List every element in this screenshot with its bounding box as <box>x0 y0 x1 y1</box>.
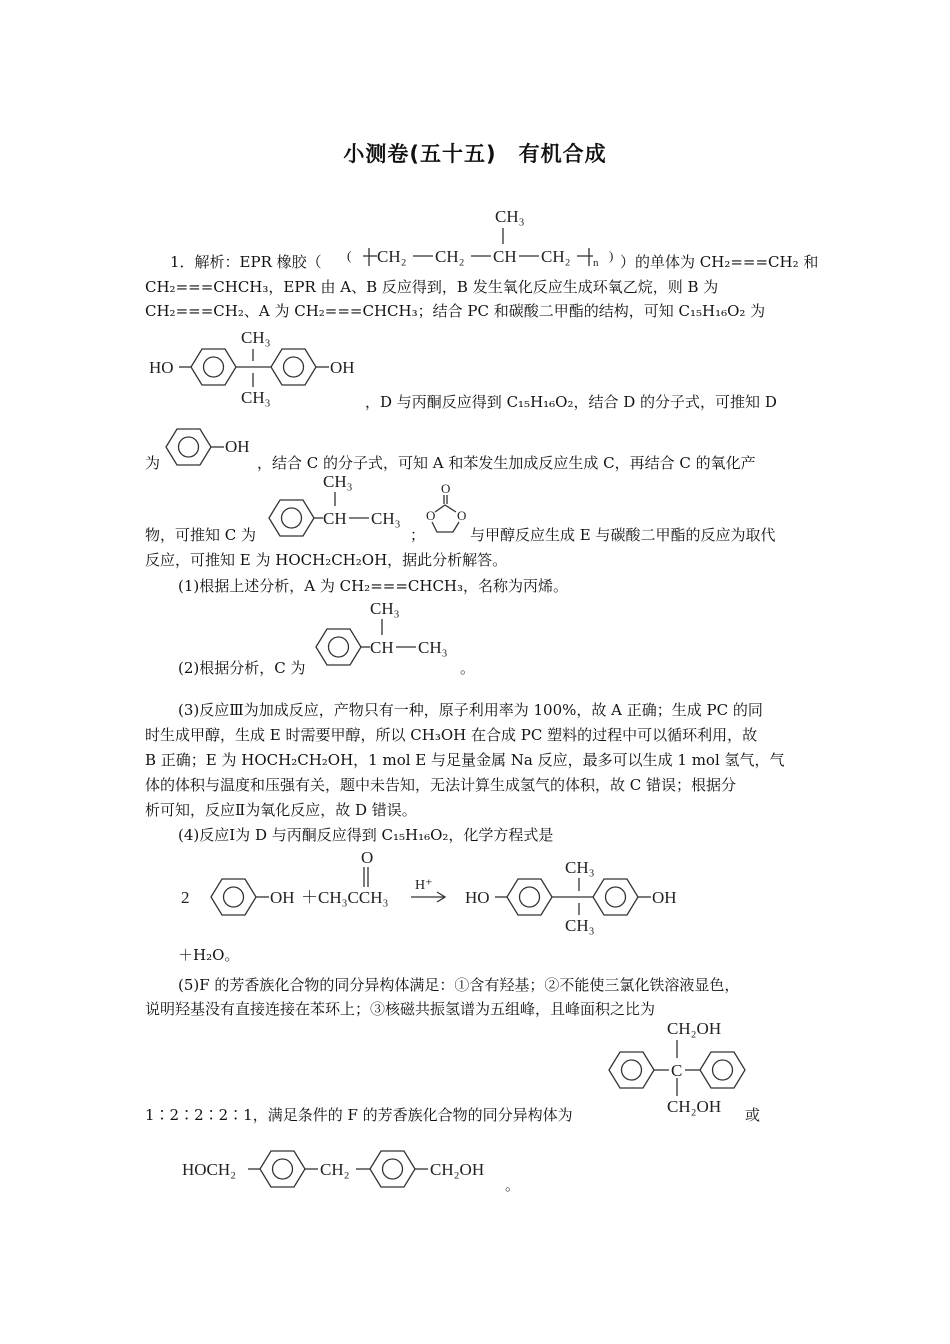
reaction-equation <box>175 845 695 940</box>
iso1-ring-right-circle <box>713 1060 733 1080</box>
iso1-ch2oh-top: CH₂OH <box>667 1019 722 1038</box>
bpa-ho: HO <box>149 358 174 377</box>
answer-3-line3: B 正确；E 为 HOCH₂CH₂OH，1 mol E 与足量金属 Na 反应，最多可以生成 1 mol 氢气，气 <box>145 751 785 769</box>
eq-product-ch3-top: CH₃ <box>565 858 595 877</box>
iso2-ring-left <box>260 1151 305 1187</box>
answer-5-line2: 说明羟基没有直接连接在苯环上；③核磁共振氢谱为五组峰，且峰面积之比为 <box>145 1000 656 1018</box>
ec-ring-o-right: O <box>457 508 467 523</box>
epr-ch2-3: CH₂ <box>541 247 571 266</box>
iso2-ring-right-circle <box>383 1159 403 1179</box>
cumene2-ch3-top: CH₃ <box>370 599 400 618</box>
answer-5-line3: 1∶2∶2∶2∶1，满足条件的 F 的芳香族化合物的同分异构体为 <box>145 1106 573 1124</box>
ec-ring-bottom <box>432 522 459 532</box>
cumene2-ring-circle <box>329 637 349 657</box>
eq-product-oh: OH <box>652 888 677 907</box>
page-title: 小测卷(五十五) 有机合成 <box>343 142 607 166</box>
answer-3-line5: 析可知，反应Ⅱ为氧化反应，故 D 错误。 <box>145 801 417 819</box>
bpa-ch3-top: CH₃ <box>241 328 271 347</box>
eq-phenol-ring-circle <box>224 887 244 907</box>
answer-1: (1)根据上述分析，A 为 CH₂===CHCH₃，名称为丙烯。 <box>178 577 569 595</box>
cumene1-ch: CH <box>323 509 347 528</box>
answer-5-or: 或 <box>745 1106 761 1124</box>
cumene2-ch: CH <box>370 638 394 657</box>
iso1-ring-left <box>609 1052 654 1088</box>
eq-product-ring-right-circle <box>606 887 626 907</box>
phenol-ring-circle <box>179 437 199 457</box>
eq-phenol-oh: OH <box>270 888 295 907</box>
bpa-ring-right-circle <box>284 357 304 377</box>
answer-4-end: ＋H₂O。 <box>178 946 240 964</box>
epr-close-paren: ) <box>609 248 614 263</box>
eq-acetone: ＋CH₃CCH₃ <box>301 888 389 907</box>
epr-ch2-2: CH₂ <box>435 247 465 266</box>
answer-2: (2)根据分析，C 为 <box>178 659 306 677</box>
iso2-ring-left-circle <box>273 1159 293 1179</box>
iso2-ch2oh: CH₂OH <box>430 1160 485 1179</box>
answer-3-line2: 时生成甲醇，生成 E 时需要甲醇，所以 CH₃OH 在合成 PC 塑料的过程中可以循环利用，故 <box>145 726 758 744</box>
answer-4: (4)反应Ⅰ为 D 与丙酮反应得到 C₁₅H₁₆O₂，化学方程式是 <box>178 826 554 844</box>
bisphenol-a-structure <box>145 325 375 410</box>
answer-3-line4: 体的体积与温度和压强有关，题中未告知，无法计算生成氢气的体积，故 C 错误；根据分 <box>145 776 737 794</box>
q1-line5b: ，结合 C 的分子式，可知 A 和苯发生加成反应生成 C，再结合 C 的氧化产 <box>257 454 756 472</box>
iso2-ring-right <box>370 1151 415 1187</box>
cumene1-ch3-right: CH₃ <box>371 509 401 528</box>
q1-line4: ，D 与丙酮反应得到 C₁₅H₁₆O₂，结合 D 的分子式，可推知 D <box>365 393 777 411</box>
ec-ring-o-left: O <box>426 508 436 523</box>
ec-ring-top <box>435 505 456 512</box>
q1-line1b: ）的单体为 CH₂===CH₂ 和 <box>620 253 819 271</box>
eq-product-ring-left <box>507 879 552 915</box>
cumene1-ch3-top: CH₃ <box>323 472 353 491</box>
q1-line6c: 与甲醇反应生成 E 与碳酸二甲酯的反应为取代 <box>470 526 776 544</box>
epr-n-subscript: n <box>593 257 599 269</box>
epr-ch: CH <box>493 247 517 266</box>
q1-line1a: 1．解析：EPR 橡胶（ <box>170 253 322 271</box>
eq-product-ho: HO <box>465 888 490 907</box>
q1-line6b: ； <box>410 526 426 544</box>
isomer-structure-1 <box>605 1012 755 1122</box>
ec-carbonyl-o: O <box>441 481 451 496</box>
bpa-ch3-bottom: CH₃ <box>241 388 271 407</box>
cumene-structure-1 <box>265 470 415 540</box>
bpa-ring-left <box>191 349 236 385</box>
phenol-oh: OH <box>225 437 250 456</box>
cumene2-ch3-right: CH₃ <box>418 638 448 657</box>
iso2-ch2: CH₂ <box>320 1160 350 1179</box>
eq-acetone-o: O <box>361 848 374 867</box>
cumene1-ring <box>269 500 314 536</box>
answer-2-end: 。 <box>460 659 476 677</box>
eq-catalyst: H⁺ <box>415 878 433 893</box>
eq-product-ring-right <box>593 879 638 915</box>
phenol-ring <box>166 429 211 465</box>
epr-ch3-label: CH₃ <box>495 207 525 226</box>
cumene1-ring-circle <box>282 508 302 528</box>
epr-ch2-1: CH₂ <box>377 247 407 266</box>
cumene-structure-2 <box>312 597 462 672</box>
iso1-central-c: C <box>671 1061 683 1080</box>
iso1-ring-left-circle <box>622 1060 642 1080</box>
phenol-structure <box>162 425 262 475</box>
q1-line7: 反应，可推知 E 为 HOCH₂CH₂OH，据此分析解答。 <box>145 551 508 569</box>
bpa-ring-right <box>271 349 316 385</box>
epr-polymer-structure <box>345 200 620 280</box>
q1-line6a: 物，可推知 C 为 <box>145 526 257 544</box>
eq-phenol-ring <box>211 879 256 915</box>
iso2-hoch2: HOCH₂ <box>182 1160 237 1179</box>
cumene2-ring <box>316 629 361 665</box>
bpa-ring-left-circle <box>204 357 224 377</box>
answer-5-end: 。 <box>505 1176 521 1194</box>
answer-3-line1: (3)反应Ⅲ为加成反应，产物只有一种，原子利用率为 100%，故 A 正确；生成 PC 的同 <box>178 701 763 719</box>
q1-line3: CH₂===CH₂、A 为 CH₂===CHCH₃；结合 PC 和碳酸二甲酯的结构，可知 C₁₅H₁₆O₂ 为 <box>145 302 766 320</box>
bpa-oh: OH <box>330 358 355 377</box>
eq-coefficient: 2 <box>181 888 190 907</box>
epr-open-paren: ( <box>347 248 352 263</box>
eq-product-ring-left-circle <box>520 887 540 907</box>
q1-line2: CH₂===CHCH₃，EPR 由 A、B 反应得到，B 发生氧化反应生成环氧乙烷，则 B 为 <box>145 278 719 296</box>
ethylene-carbonate-structure <box>420 480 472 535</box>
isomer-structure-2 <box>178 1145 521 1195</box>
q1-line5a: 为 <box>145 454 161 472</box>
iso1-ring-right <box>700 1052 745 1088</box>
eq-product-ch3-bottom: CH₃ <box>565 916 595 935</box>
answer-5-line1: (5)F 的芳香族化合物的同分异构体满足：①含有羟基；②不能使三氯化铁溶液显色， <box>178 976 740 994</box>
iso1-ch2oh-bottom: CH₂OH <box>667 1097 722 1116</box>
